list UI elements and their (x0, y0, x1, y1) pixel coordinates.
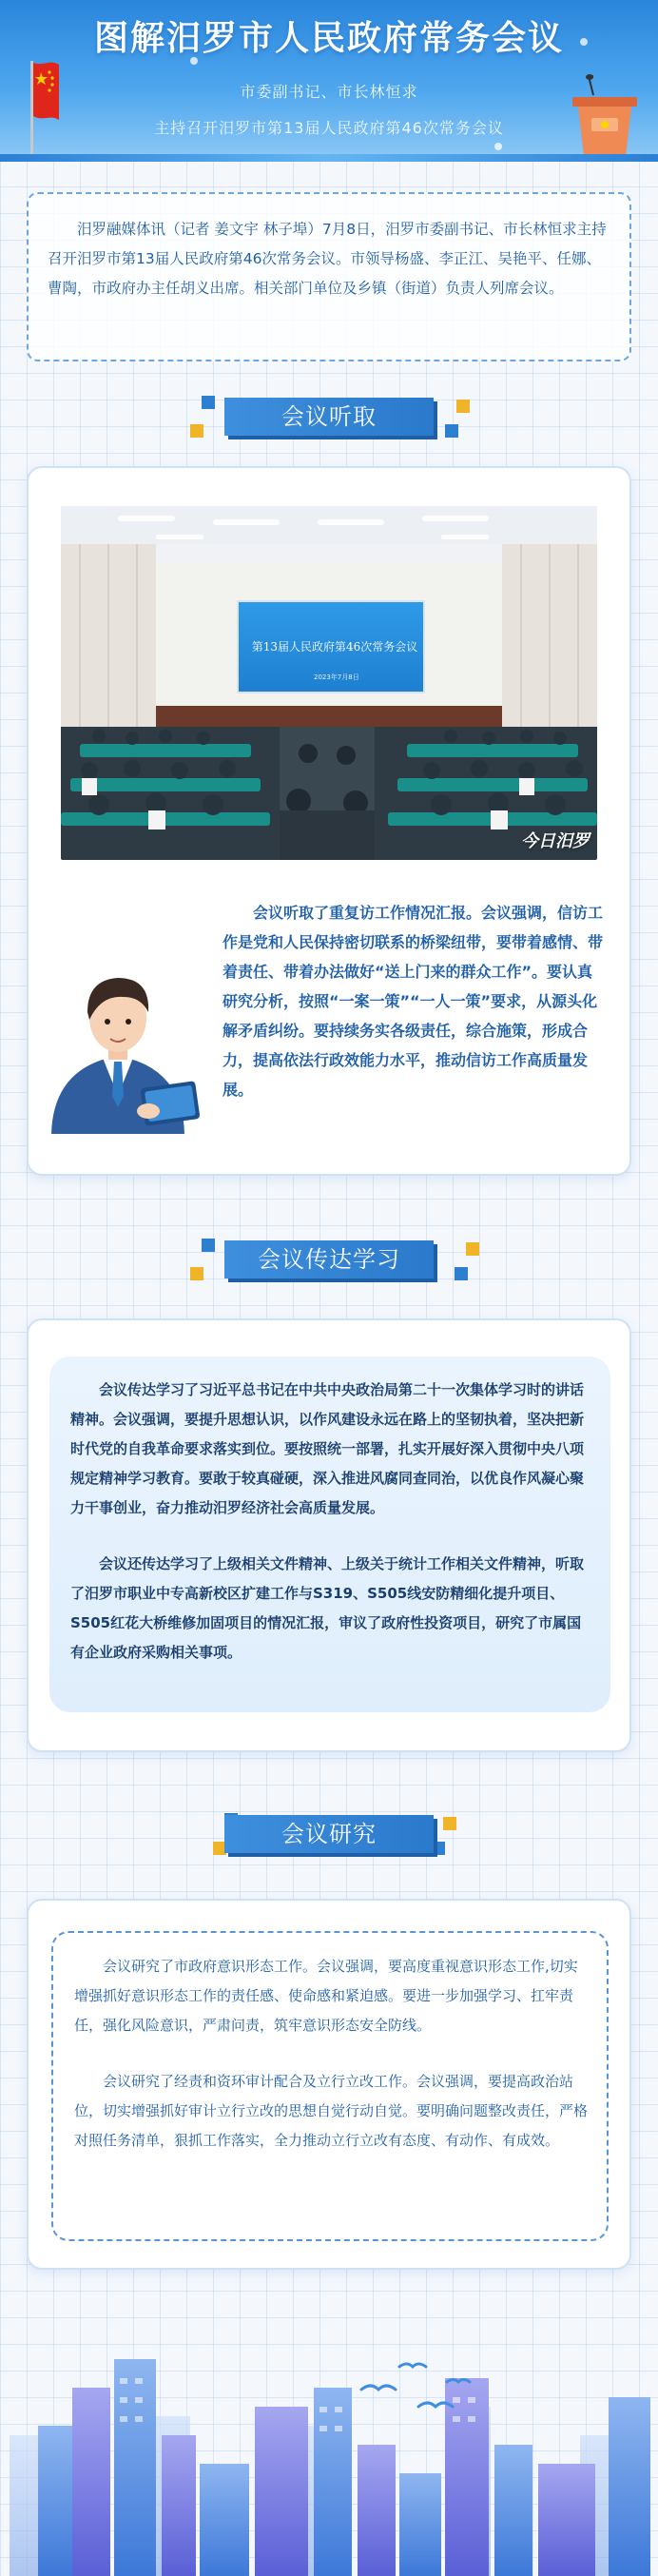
flag-icon (15, 57, 59, 156)
hearing-paragraph: 会议听取了重复访工作情况汇报。会议强调，信访工作是党和人民保持密切联系的桥梁纽带，要带着感情、带着责任、带着办法做好“送上门来的群众工作”。要认真研究分析，按照“一案一策”“一人一策”要求，从源头化解矛盾纠纷。要持续务实各级责任，综合施策，形成合力，提高依法行政效能力水平，推动信访工作高质量发展。 (223, 904, 604, 1099)
meeting-photo (61, 506, 597, 860)
presenter-illustration (32, 944, 203, 1134)
section-title: 会议传达学习 (224, 1240, 434, 1278)
section-header-hearing (0, 390, 658, 443)
decor-square (190, 1267, 203, 1280)
study-card (27, 1318, 631, 1752)
header-subtitle-line2: 主持召开汨罗市第13届人民政府第46次常务会议 (154, 119, 504, 137)
decor-square (455, 1267, 468, 1280)
watermark-logo: 今日汨罗 (521, 831, 590, 851)
research-paragraph-1: 会议研究了市政府意识形态工作。会议强调，要高度重视意识形态工作,切实增强抓好意识形态工作的责任感、使命感和紧迫感。要进一步加强学习、扛牢责任，强化风险意识，严肃问责，筑牢意识形态安全防线。 (74, 1958, 578, 2034)
city-skyline-illustration (0, 2321, 658, 2576)
research-paragraph-2: 会议研究了经责和资环审计配合及立行立改工作。会议强调，要提高政治站位，切实增强抓好审计立行立改的思想自觉行动自觉。要明确问题整改责任，严格对照任务清单，狠抓工作落实，全力推动立行立改有态度、有动作、有成效。 (74, 2073, 589, 2149)
decor-square (443, 1817, 456, 1830)
intro-paragraph: 汨罗融媒体讯（记者 姜文宇 林子埠）7月8日，汨罗市委副书记、市长林恒求主持召开汨罗市第13届人民政府第46次常务会议。市领导杨盛、李正江、吴艳平、任娜、曹陶，市政府办主任胡义出席。相关部门单位及乡镇（街道）负责人列席会议。 (27, 192, 631, 361)
section-header-research (0, 1807, 658, 1861)
decor-dot (494, 143, 502, 150)
decor-square (202, 396, 215, 409)
decor-square (432, 1842, 445, 1855)
study-paragraph-1: 会议传达学习了习近平总书记在中共中央政治局第二十一次集体学习时的讲话精神。会议强调，要提升思想认识，以作风建设永远在路上的坚韧执着，坚决把新时代党的自我革命要求落实到位。要按照统一部署，扎实开展好深入贯彻中央八项规定精神学习教育。要敢于较真碰硬，深入推进风腐同查同治，以优良作风凝心聚力干事创业，奋力推动汨罗经济社会高质量发展。 (70, 1381, 585, 1516)
research-content-box (51, 1931, 609, 2241)
decor-square (466, 1242, 479, 1256)
study-paragraph-2: 会议还传达学习了上级相关文件精神、上级关于统计工作相关文件精神，听取了汨罗市职业中专高新校区扩建工作与S319、S505线安防精细化提升项目、S505红花大桥维修加固项目的情况汇报，审议了政府性投资项目，研究了市属国有企业政府采购相关事项。 (70, 1555, 585, 1661)
page-title: 图解汨罗市人民政府常务会议 (93, 19, 564, 58)
hearing-card (27, 466, 631, 1176)
decor-square (445, 424, 458, 438)
decor-square (190, 424, 203, 438)
section-title: 会议听取 (224, 398, 434, 436)
header-subtitle-line1: 市委副书记、市长林恒求 (240, 83, 418, 101)
screen-date: 2023年7月8日 (314, 673, 359, 681)
page-header (0, 0, 658, 162)
decor-square (456, 400, 470, 413)
section-header-study (0, 1233, 658, 1286)
research-card (27, 1899, 631, 2270)
screen-caption: 第13届人民政府第46次常务会议 (251, 640, 418, 654)
study-content-box (49, 1356, 610, 1712)
section-title: 会议研究 (224, 1815, 434, 1853)
decor-square (202, 1239, 215, 1252)
